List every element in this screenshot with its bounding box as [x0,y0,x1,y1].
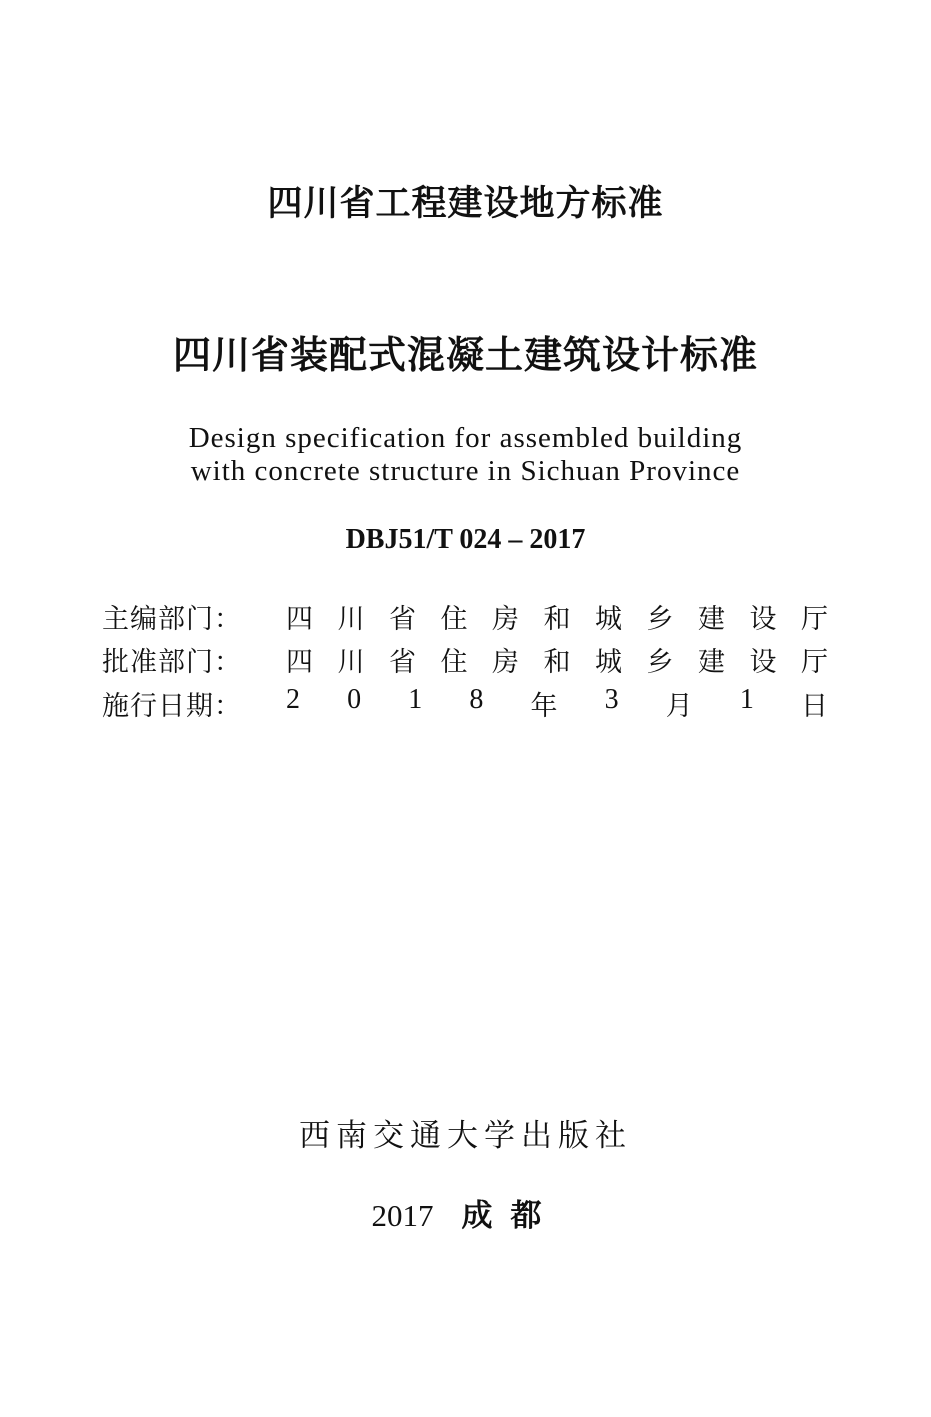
value-char: 四 [286,647,313,678]
value-char: 乡 [646,647,674,678]
value-char: 建 [698,604,725,635]
value-char: 房 [492,647,519,678]
publication-city: 成都 [461,1198,560,1234]
value-char: 住 [440,647,468,678]
value-char: 设 [749,604,777,635]
value-char: 2 [286,684,300,715]
value-char: 省 [389,647,416,678]
value-char: 设 [749,647,777,678]
english-title-line-1: Design specification for assembled building [188,422,743,454]
publisher-name: 西南交通大学出版社 [299,1118,632,1154]
effective-date-row [102,684,828,724]
value-char: 建 [698,647,725,678]
series-title: 四川省工程建设地方标准 [267,184,664,224]
value-char: 四 [286,604,313,635]
value-char: 川 [337,604,365,635]
value-char: 日 [801,691,828,722]
effective-date-label: 施行日期： [102,691,242,722]
english-title-line-2: with concrete structure in Sichuan Province [190,455,741,487]
value-char: 年 [530,691,558,722]
value-char: 月 [665,691,693,722]
value-char: 0 [347,684,362,715]
value-char: 和 [543,647,571,678]
standard-code: DBJ51/T 024 – 2017 [345,524,586,555]
approving-department-value [286,640,828,679]
value-char: 乡 [646,604,674,635]
value-char: 和 [543,604,571,635]
approving-department-label: 批准部门： [102,647,242,678]
publication-year: 2017 [371,1198,434,1233]
value-char: 省 [389,604,416,635]
effective-date-value [286,684,828,723]
editing-department-label: 主编部门： [102,604,242,635]
editing-department-value [286,597,828,636]
value-char: 城 [595,604,622,635]
value-char: 厅 [801,647,828,678]
approving-department-row [102,640,828,680]
value-char: 3 [604,684,619,715]
value-char: 房 [492,604,519,635]
publication-line [0,1190,931,1235]
value-char: 住 [440,604,468,635]
value-char: 城 [595,647,622,678]
value-char: 1 [408,684,423,715]
value-char: 川 [337,647,365,678]
value-char: 厅 [801,604,828,635]
editing-department-row [102,597,828,637]
value-char: 1 [739,684,754,715]
main-title: 四川省装配式混凝土建筑设计标准 [172,333,758,377]
value-char: 8 [469,684,484,715]
